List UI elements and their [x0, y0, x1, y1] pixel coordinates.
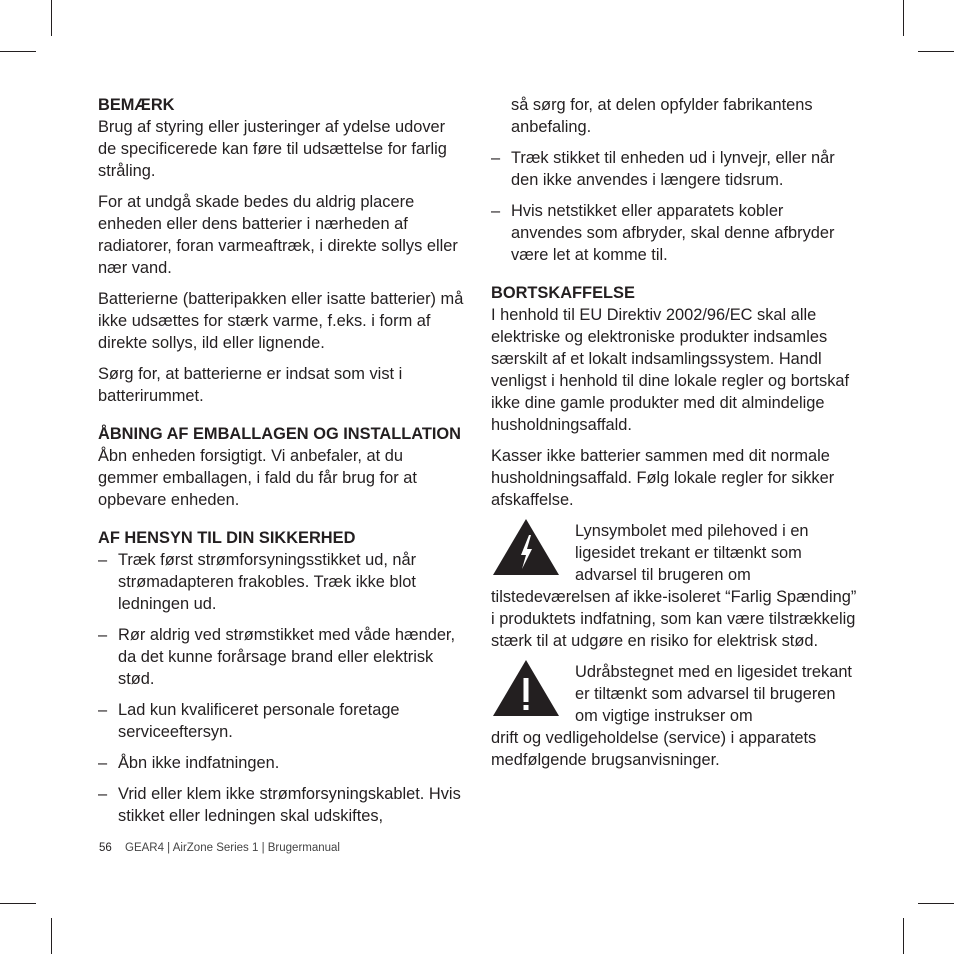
exclamation-warning-icon [491, 658, 561, 724]
list-item: – Hvis netstikket eller apparatets kobler anvendes som afbryder, skal denne afbryder være let at komme til. [491, 202, 835, 264]
lightning-rest-text: tilstedeværelsen af ikke-isoleret “Farlig Spænding” i produktets indfatning, som kan være tilstrækkelig stærk til at udgøre en risiko for elektrisk stød. [491, 588, 857, 650]
lightning-warning-icon [491, 517, 561, 583]
left-column [98, 94, 466, 827]
section-heading-bortskaffelse: BORTSKAFFELSE [491, 284, 635, 302]
list-item: – Vrid eller klem ikke strømforsyningskablet. Hvis stikket eller ledningen skal udskiftes, [98, 785, 461, 825]
footer-text: GEAR4 | AirZone Series 1 | Brugermanual [125, 842, 340, 854]
crop-mark [903, 0, 904, 36]
paragraph: For at undgå skade bedes du aldrig placere enheden eller dens batterier i nærheden af radiatorer, foran varmeaftræk, i direkte sollys eller nær vand. [98, 193, 458, 277]
exclamation-rest-text: drift og vedligeholdelse (service) i apparatets medfølgende brugsanvisninger. [491, 729, 817, 769]
section-heading-sikkerhed: AF HENSYN TIL DIN SIKKERHED [98, 529, 356, 547]
crop-mark [0, 51, 36, 52]
list-item: – Åbn ikke indfatningen. [98, 754, 280, 772]
list-item: – Rør aldrig ved strømstikket med våde hænder, da det kunne forårsage brand eller elektrisk stød. [98, 626, 456, 688]
paragraph: Brug af styring eller justeringer af ydelse udover de specificerede kan føre til udsættelse for farlig stråling. [98, 118, 447, 180]
lightning-warning-block [491, 520, 857, 652]
crop-mark [918, 51, 954, 52]
crop-mark [51, 918, 52, 954]
paragraph: Åbn enheden forsigtigt. Vi anbefaler, at du gemmer emballagen, i fald du får brug for at opbevare enheden. [98, 447, 417, 509]
list-item: – Træk stikket til enheden ud i lynvejr, eller når den ikke anvendes i længere tidsrum. [491, 149, 835, 189]
exclamation-side-text: Udråbstegnet med en ligesidet trekant er tiltænkt som advarsel til brugeren om vigtige instrukser om [575, 663, 852, 725]
paragraph: Kasser ikke batterier sammen med dit normale husholdningsaffald. Følg lokale regler for sikker afskaffelse. [491, 447, 835, 509]
paragraph-continued: så sørg for, at delen opfylder fabrikantens anbefaling. [511, 96, 813, 136]
paragraph: Batterierne (batteripakken eller isatte batterier) må ikke udsættes for stærk varme, f.eks. i form af direkte sollys, ild eller lignende. [98, 290, 464, 352]
paragraph: Sørg for, at batterierne er indsat som vist i batterirummet. [98, 365, 403, 405]
section-heading-bemaerk: BEMÆRK [98, 96, 175, 114]
list-item: – Lad kun kvalificeret personale foretage serviceeftersyn. [98, 701, 400, 741]
page-footer [99, 842, 340, 854]
crop-mark [918, 903, 954, 904]
page-number: 56 [99, 842, 112, 854]
crop-mark [51, 0, 52, 36]
list-item: – Træk først strømforsyningsstikket ud, når strømadapteren frakobles. Træk ikke blot ledningen ud. [98, 551, 417, 613]
paragraph: I henhold til EU Direktiv 2002/96/EC skal alle elektriske og elektroniske produkter indsamles særskilt af et lokalt indsamlingssystem. Handl venligst i henhold til dine lokale regler og bortskaf ikke dine gamle produkter med dit almindelige husholdningsaffald. [491, 306, 850, 434]
crop-mark [0, 903, 36, 904]
section-heading-aabning: ÅBNING AF EMBALLAGEN OG INSTALLATION [98, 425, 461, 443]
lightning-side-text: Lynsymbolet med pilehoved i en ligesidet trekant er tiltænkt som advarsel til brugeren om [575, 522, 809, 584]
crop-mark [903, 918, 904, 954]
exclamation-warning-block [491, 661, 857, 771]
right-column [491, 94, 857, 771]
